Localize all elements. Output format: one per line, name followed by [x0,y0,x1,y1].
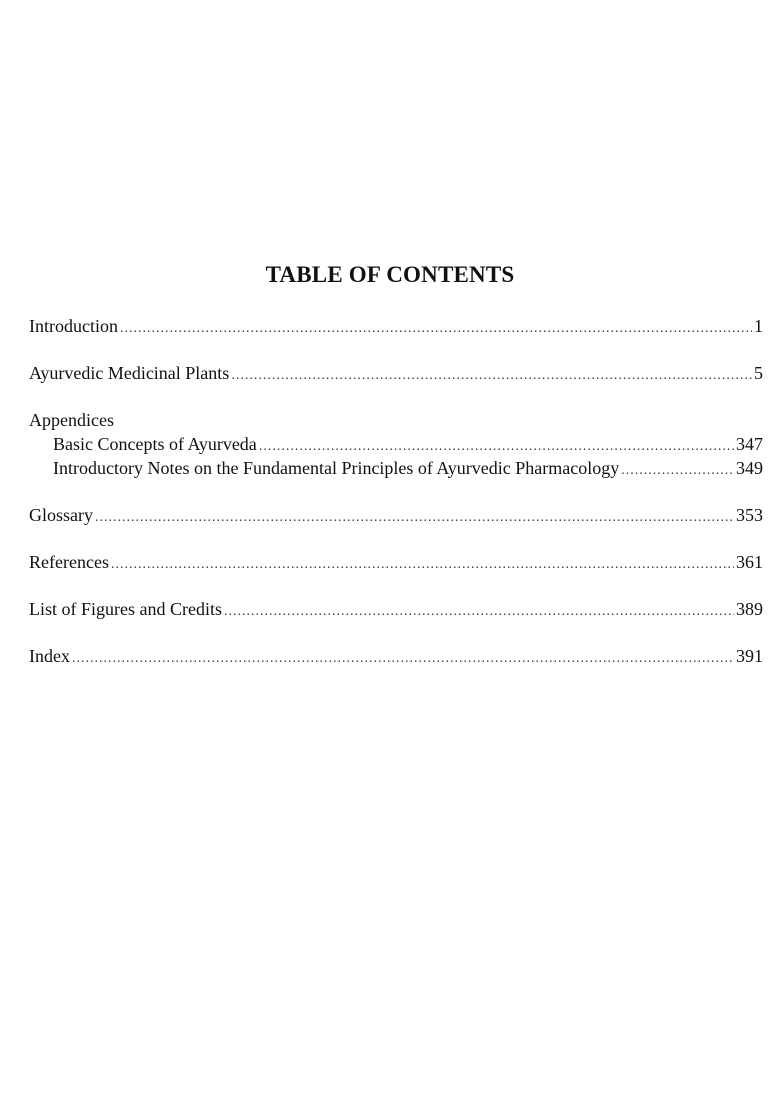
toc-page-number: 349 [736,458,763,478]
toc-entry-label: Index [29,646,70,666]
toc-entry-basic-concepts [29,432,763,456]
dot-leader [95,506,734,530]
toc-page-number: 1 [754,316,763,336]
dot-leader [111,553,734,577]
toc-page-number: 389 [736,599,763,619]
toc-entry-pharmacology-notes [29,456,763,480]
toc-entry-figures [29,597,763,621]
toc-entry-label: References [29,552,109,572]
page-title: TABLE OF CONTENTS [265,262,515,287]
toc-page-number: 391 [736,646,763,666]
toc-entry-plants [29,361,763,385]
dot-leader [231,364,752,388]
table-of-contents [29,314,763,668]
dot-leader [621,459,734,483]
toc-entry-label: Glossary [29,505,93,525]
toc-entry-references [29,550,763,574]
toc-page-number: 5 [754,363,763,383]
toc-page-number: 353 [736,505,763,525]
toc-entry-label: Introduction [29,316,118,336]
toc-entry-label: Ayurvedic Medicinal Plants [29,363,230,383]
toc-entry-label: Basic Concepts of Ayurveda [53,434,257,454]
dot-leader [72,647,734,671]
toc-entry-index [29,644,763,668]
toc-entry-glossary [29,503,763,527]
toc-entry-introduction [29,314,763,338]
dot-leader [120,317,752,341]
toc-entry-label: List of Figures and Credits [29,599,222,619]
toc-page-number: 361 [736,552,763,572]
toc-page-number: 347 [736,434,763,454]
toc-entry-label: Introductory Notes on the Fundamental Principles of Ayurvedic Pharmacology [53,458,620,478]
dot-leader [224,600,734,624]
toc-section-appendices: Appendices [29,410,114,430]
